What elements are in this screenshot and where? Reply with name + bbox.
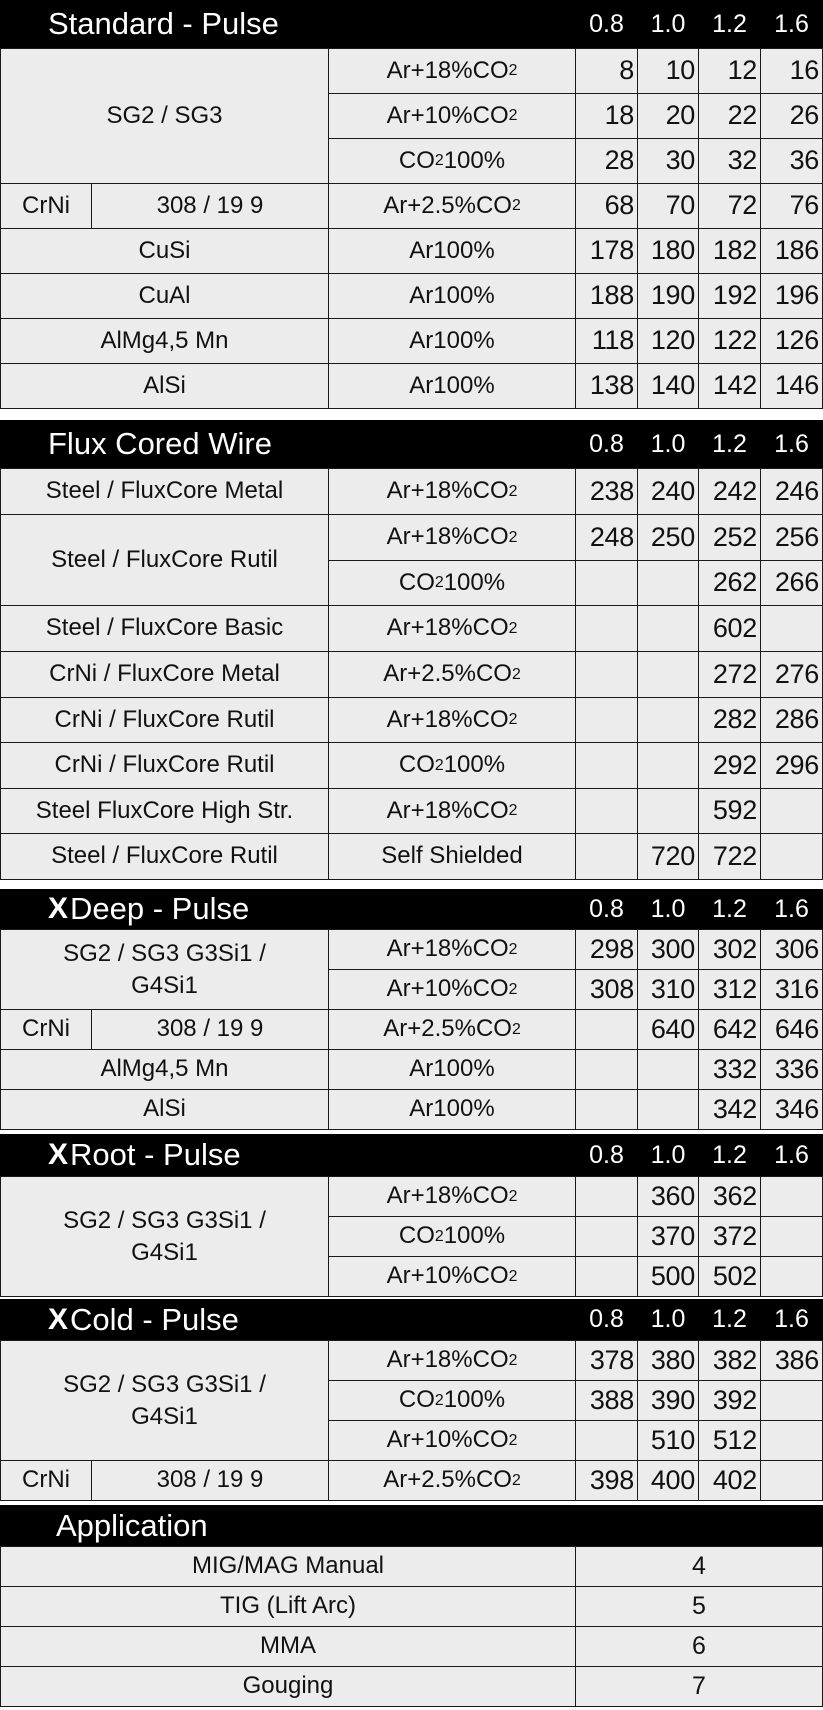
program-number-cell: 370	[637, 1216, 699, 1257]
shielding-gas-cell: Ar100%	[328, 273, 576, 319]
application-title: Application	[56, 1507, 208, 1543]
material-cell: 308 / 19 9	[91, 183, 329, 229]
application-label-cell: Gouging	[0, 1666, 576, 1707]
shielding-gas-cell: Ar+18%CO 2	[328, 48, 576, 94]
program-number-cell: 282	[698, 697, 761, 743]
wire-diameter-header: 1.0	[650, 429, 686, 458]
program-number-cell: 70	[637, 183, 699, 229]
program-number-cell: 118	[575, 318, 638, 364]
program-number-cell: 266	[760, 560, 823, 606]
material-cell: CuSi	[0, 228, 329, 274]
section-title-text: Deep - Pulse	[70, 891, 250, 926]
program-number-cell: 316	[760, 969, 823, 1010]
program-number-cell: 248	[575, 514, 638, 561]
program-number-cell: 388	[575, 1380, 638, 1421]
program-number-cell	[575, 788, 638, 834]
program-number-cell: 372	[698, 1216, 761, 1257]
shielding-gas-cell: CO 2 100%	[328, 560, 576, 606]
program-number-cell: 298	[575, 929, 638, 970]
program-number-cell: 342	[698, 1089, 761, 1130]
shielding-gas-cell: CO 2 100%	[328, 1380, 576, 1421]
program-number-cell: 262	[698, 560, 761, 606]
program-number-cell	[575, 1256, 638, 1297]
program-number-cell	[637, 605, 699, 652]
program-number-cell: 142	[698, 363, 761, 409]
program-number-cell: 300	[637, 929, 699, 970]
program-number-cell	[575, 1089, 638, 1130]
wire-diameter-header: 0.8	[589, 1305, 624, 1333]
program-number-cell: 276	[760, 651, 823, 698]
program-number-cell: 720	[637, 833, 699, 880]
section-header	[0, 1299, 823, 1340]
program-number-cell: 196	[760, 273, 823, 319]
program-number-cell	[575, 742, 638, 789]
program-number-cell: 140	[637, 363, 699, 409]
application-label-cell: MIG/MAG Manual	[0, 1546, 576, 1587]
program-number-cell: 392	[698, 1380, 761, 1421]
program-number-cell: 178	[575, 228, 638, 274]
program-number-cell	[637, 560, 699, 606]
program-number-cell: 30	[637, 138, 699, 184]
program-number-cell	[760, 833, 823, 880]
section-header	[0, 0, 823, 48]
shielding-gas-cell: CO 2 100%	[328, 742, 576, 789]
program-number-cell	[760, 1256, 823, 1297]
program-number-cell	[575, 1176, 638, 1217]
material-group-cell: CrNi	[0, 1460, 92, 1501]
program-number-cell	[760, 1420, 823, 1461]
section-header	[0, 1134, 823, 1176]
program-number-cell	[637, 788, 699, 834]
program-number-cell	[760, 605, 823, 652]
wire-diameter-header: 1.2	[712, 894, 747, 923]
shielding-gas-cell: Ar+18%CO 2	[328, 468, 576, 515]
application-value-cell: 4	[575, 1546, 823, 1587]
wire-diameter-header: 0.8	[589, 1140, 624, 1169]
shielding-gas-cell: Ar+10%CO 2	[328, 93, 576, 139]
program-number-cell: 386	[760, 1340, 823, 1381]
program-number-cell: 20	[637, 93, 699, 139]
program-number-cell: 250	[637, 514, 699, 561]
shielding-gas-cell: Ar+10%CO 2	[328, 969, 576, 1010]
material-cell: Steel / FluxCore Metal	[0, 468, 329, 515]
program-number-cell: 302	[698, 929, 761, 970]
shielding-gas-cell: Self Shielded	[328, 833, 576, 880]
material-cell: SG2 / SG3 G3Si1 / G4Si1	[0, 1176, 329, 1297]
application-value-cell: 6	[575, 1626, 823, 1667]
program-number-cell: 502	[698, 1256, 761, 1297]
program-number-cell: 180	[637, 228, 699, 274]
section-title-text: Standard - Pulse	[48, 6, 279, 41]
application-value-cell: 5	[575, 1586, 823, 1627]
program-number-cell: 500	[637, 1256, 699, 1297]
program-number-cell: 138	[575, 363, 638, 409]
program-number-cell: 346	[760, 1089, 823, 1130]
program-number-cell: 188	[575, 273, 638, 319]
program-number-cell: 186	[760, 228, 823, 274]
material-group-cell: CrNi	[0, 183, 92, 229]
shielding-gas-cell: CO 2 100%	[328, 138, 576, 184]
wire-diameter-header: 1.6	[774, 9, 809, 38]
wire-diameter-header: 1.6	[774, 1140, 809, 1169]
wire-diameter-header: 1.6	[774, 429, 809, 458]
program-number-cell: 332	[698, 1049, 761, 1090]
wire-diameter-header: 0.8	[589, 429, 624, 458]
section-title	[48, 1134, 241, 1176]
program-number-cell: 12	[698, 48, 761, 94]
shielding-gas-cell: Ar100%	[328, 228, 576, 274]
program-number-cell: 292	[698, 742, 761, 789]
material-cell: SG2 / SG3 G3Si1 / G4Si1	[0, 929, 329, 1010]
section-title	[48, 0, 279, 48]
material-cell: Steel / FluxCore Basic	[0, 605, 329, 652]
material-cell: 308 / 19 9	[91, 1460, 329, 1501]
shielding-gas-cell: Ar+18%CO 2	[328, 605, 576, 652]
program-number-cell: 398	[575, 1460, 638, 1501]
program-number-cell	[575, 1216, 638, 1257]
program-number-cell: 22	[698, 93, 761, 139]
shielding-gas-cell: Ar+18%CO 2	[328, 1176, 576, 1217]
program-number-cell: 336	[760, 1049, 823, 1090]
shielding-gas-cell: Ar100%	[328, 318, 576, 364]
program-number-cell: 122	[698, 318, 761, 364]
program-number-cell: 382	[698, 1340, 761, 1381]
material-cell: AlSi	[0, 1089, 329, 1130]
program-number-cell	[575, 1049, 638, 1090]
program-number-cell	[637, 1089, 699, 1130]
shielding-gas-cell: Ar+18%CO 2	[328, 514, 576, 561]
program-number-cell: 308	[575, 969, 638, 1010]
material-group-cell: CrNi	[0, 1009, 92, 1050]
program-number-cell: 312	[698, 969, 761, 1010]
program-number-cell: 512	[698, 1420, 761, 1461]
shielding-gas-cell: Ar+18%CO 2	[328, 788, 576, 834]
shielding-gas-cell: Ar+2.5%CO 2	[328, 1460, 576, 1501]
program-number-cell	[637, 742, 699, 789]
wire-diameter-header: 0.8	[589, 9, 624, 38]
program-number-cell: 380	[637, 1340, 699, 1381]
program-number-cell: 32	[698, 138, 761, 184]
shielding-gas-cell: Ar+2.5%CO 2	[328, 183, 576, 229]
material-cell: CuAl	[0, 273, 329, 319]
program-number-cell	[575, 697, 638, 743]
x-logo-mark: X	[48, 1302, 69, 1336]
x-logo-mark: X	[48, 1138, 69, 1171]
wire-diameter-header: 1.2	[712, 429, 747, 458]
program-number-cell: 36	[760, 138, 823, 184]
program-number-cell: 402	[698, 1460, 761, 1501]
material-cell: 308 / 19 9	[91, 1009, 329, 1050]
application-value-cell: 7	[575, 1666, 823, 1707]
material-cell: CrNi / FluxCore Rutil	[0, 697, 329, 743]
program-number-cell: 120	[637, 318, 699, 364]
wire-diameter-header: 1.0	[650, 1140, 686, 1169]
program-number-cell	[760, 788, 823, 834]
program-number-cell: 240	[637, 468, 699, 515]
program-number-cell	[760, 1380, 823, 1421]
program-number-cell	[637, 697, 699, 743]
program-number-cell: 76	[760, 183, 823, 229]
application-header	[0, 1505, 823, 1546]
program-number-cell: 8	[575, 48, 638, 94]
program-number-cell: 18	[575, 93, 638, 139]
wire-diameter-header: 1.2	[712, 9, 747, 38]
program-number-cell: 192	[698, 273, 761, 319]
program-number-cell: 286	[760, 697, 823, 743]
material-cell: CrNi / FluxCore Metal	[0, 651, 329, 698]
application-label-cell: MMA	[0, 1626, 576, 1667]
program-number-cell	[637, 1049, 699, 1090]
program-number-cell	[637, 651, 699, 698]
program-number-cell	[575, 1420, 638, 1461]
program-number-cell: 592	[698, 788, 761, 834]
section-title-text: Root - Pulse	[70, 1137, 241, 1172]
program-number-cell	[575, 1009, 638, 1050]
material-cell: SG2 / SG3 G3Si1 / G4Si1	[0, 1340, 329, 1461]
program-number-cell: 72	[698, 183, 761, 229]
program-number-cell: 296	[760, 742, 823, 789]
section-title	[48, 420, 272, 468]
material-cell: Steel / FluxCore Rutil	[0, 833, 329, 880]
program-number-cell: 246	[760, 468, 823, 515]
material-cell: CrNi / FluxCore Rutil	[0, 742, 329, 789]
program-number-cell: 390	[637, 1380, 699, 1421]
shielding-gas-cell: Ar+18%CO 2	[328, 1340, 576, 1381]
section-title-text: Cold - Pulse	[70, 1301, 239, 1337]
program-number-cell: 238	[575, 468, 638, 515]
program-number-cell: 10	[637, 48, 699, 94]
program-number-cell: 272	[698, 651, 761, 698]
program-number-cell: 642	[698, 1009, 761, 1050]
program-number-cell	[575, 651, 638, 698]
section-title	[48, 1299, 239, 1340]
program-number-cell	[760, 1216, 823, 1257]
program-number-cell: 510	[637, 1420, 699, 1461]
shielding-gas-cell: CO 2 100%	[328, 1216, 576, 1257]
wire-diameter-header: 1.6	[774, 894, 809, 923]
program-number-cell: 256	[760, 514, 823, 561]
shielding-gas-cell: Ar100%	[328, 1049, 576, 1090]
shielding-gas-cell: Ar100%	[328, 1089, 576, 1130]
material-cell: AlMg4,5 Mn	[0, 318, 329, 364]
program-number-cell: 182	[698, 228, 761, 274]
material-cell: Steel FluxCore High Str.	[0, 788, 329, 834]
shielding-gas-cell: Ar+10%CO 2	[328, 1420, 576, 1461]
shielding-gas-cell: Ar100%	[328, 363, 576, 409]
program-number-cell: 640	[637, 1009, 699, 1050]
program-number-cell	[760, 1460, 823, 1501]
program-number-cell: 306	[760, 929, 823, 970]
program-number-cell: 28	[575, 138, 638, 184]
program-number-cell: 252	[698, 514, 761, 561]
wire-diameter-header: 1.0	[650, 1305, 686, 1333]
shielding-gas-cell: Ar+2.5%CO 2	[328, 651, 576, 698]
program-number-cell: 646	[760, 1009, 823, 1050]
program-number-cell: 68	[575, 183, 638, 229]
program-number-cell: 602	[698, 605, 761, 652]
wire-diameter-header: 1.0	[650, 894, 686, 923]
material-cell: AlSi	[0, 363, 329, 409]
section-title-text: Flux Cored Wire	[48, 426, 272, 461]
wire-diameter-header: 1.0	[650, 9, 686, 38]
application-label-cell: TIG (Lift Arc)	[0, 1586, 576, 1627]
program-number-cell: 126	[760, 318, 823, 364]
shielding-gas-cell: Ar+10%CO 2	[328, 1256, 576, 1297]
program-number-cell	[575, 605, 638, 652]
program-number-cell	[575, 560, 638, 606]
program-number-cell: 26	[760, 93, 823, 139]
shielding-gas-cell: Ar+18%CO 2	[328, 697, 576, 743]
material-cell: SG2 / SG3	[0, 48, 329, 184]
program-number-cell: 310	[637, 969, 699, 1010]
program-number-cell: 146	[760, 363, 823, 409]
x-logo-mark: X	[48, 892, 69, 925]
wire-diameter-header: 1.2	[712, 1305, 747, 1333]
program-number-cell: 378	[575, 1340, 638, 1381]
section-title	[48, 889, 249, 929]
shielding-gas-cell: Ar+2.5%CO 2	[328, 1009, 576, 1050]
program-number-cell: 362	[698, 1176, 761, 1217]
program-number-cell	[575, 833, 638, 880]
material-cell: AlMg4,5 Mn	[0, 1049, 329, 1090]
wire-diameter-header: 1.2	[712, 1140, 747, 1169]
program-number-cell: 400	[637, 1460, 699, 1501]
wire-diameter-header: 1.6	[774, 1305, 809, 1333]
wire-diameter-header: 0.8	[589, 894, 624, 923]
section-header	[0, 889, 823, 929]
section-header	[0, 420, 823, 468]
program-number-cell	[760, 1176, 823, 1217]
program-number-cell: 722	[698, 833, 761, 880]
material-cell: Steel / FluxCore Rutil	[0, 514, 329, 606]
program-number-cell: 16	[760, 48, 823, 94]
program-number-cell: 360	[637, 1176, 699, 1217]
program-number-cell: 190	[637, 273, 699, 319]
shielding-gas-cell: Ar+18%CO 2	[328, 929, 576, 970]
program-number-cell: 242	[698, 468, 761, 515]
